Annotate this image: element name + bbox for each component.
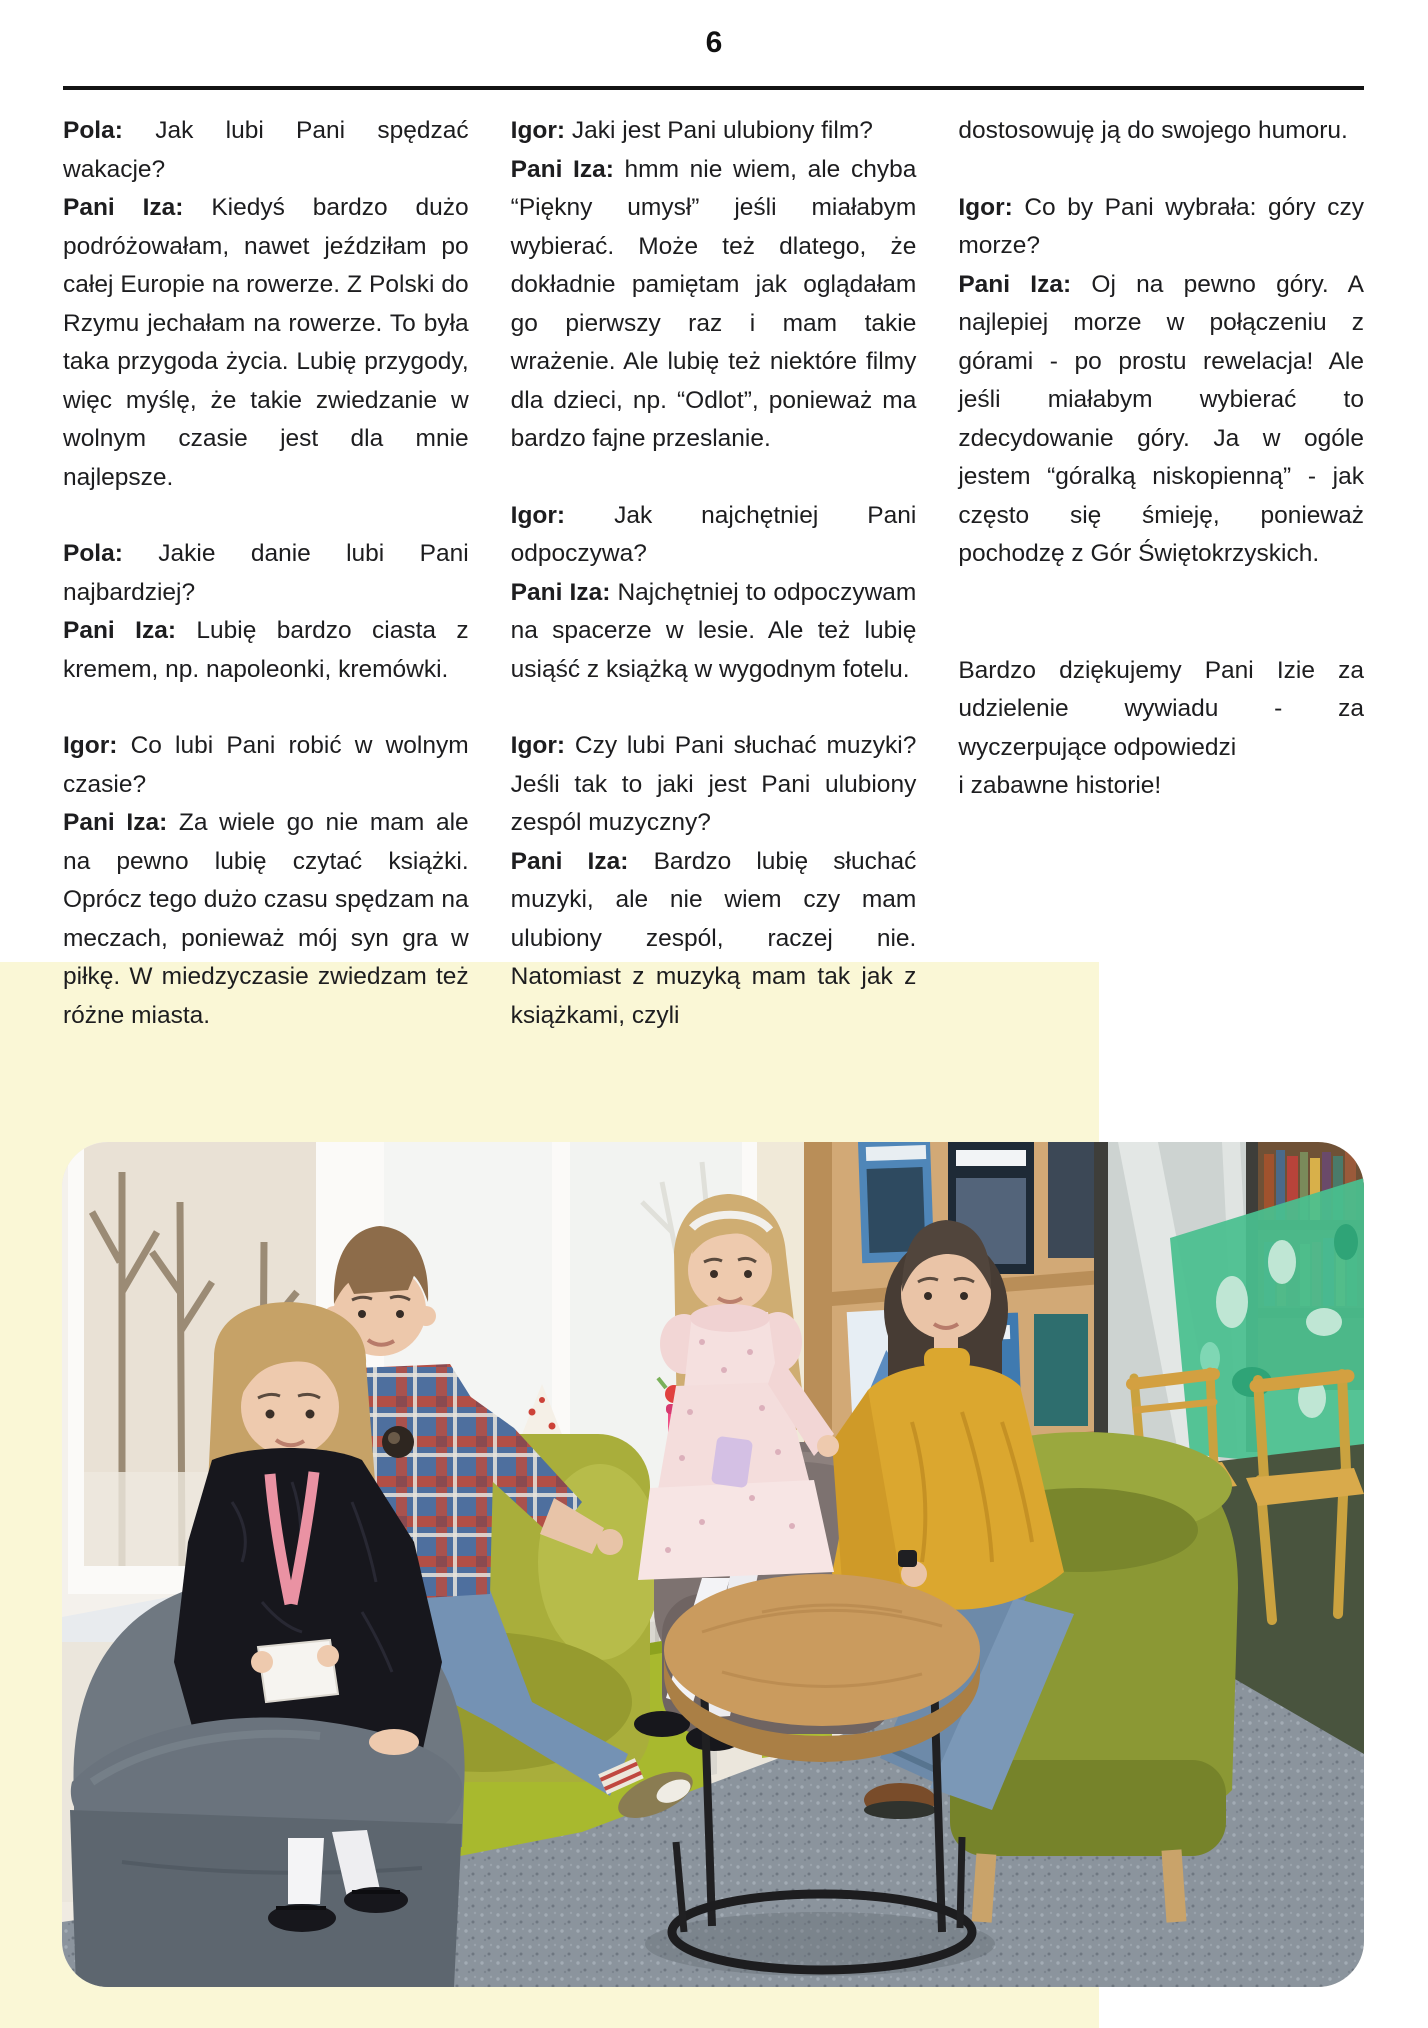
paragraph-spacer [63,497,469,535]
qa-text: Bardzo lubię słuchać muzyki, ale nie wiem czy mam ulubiony zespól, raczej nie. Natomiast z muzyką mam tak jak z książkami, czyli [510,847,917,1029]
qa-text: dostosowuję ją do swojego humoru. [958,117,1348,144]
speaker-name: Igor: [510,117,566,144]
qa-paragraph [63,804,469,1035]
speaker-name: Pani Iza: [510,155,614,183]
speaker-name: Pani Iza: [63,809,168,836]
speaker-name: Pani Iza: [63,617,176,644]
article-column-1 [63,112,469,1035]
boy-hand [597,1529,623,1555]
qa-text: Kiedyś bardzo dużo podróżowałam, nawet jeździłam po całej Europie na rowerze. Z Polski do Rzymu jechałam na rowerze. To była taka przygoda życia. Lubię przygody, więc myślę, że takie zwiedzanie w wolnym czasie jest dla mnie najlepsze. [63,194,469,491]
qa-text: Jak najchętniej Pani odpoczywa? [510,501,917,567]
qa-text: Co by Pani wybrała: góry czy morze? [958,193,1364,259]
qa-text: Najchętniej to odpoczywam na spacerze w lesie. Ale też lubię usiąść z książką w wygodnym fotelu. [510,578,917,683]
qa-paragraph [63,612,469,689]
qa-paragraph [511,843,917,1036]
qa-paragraph [63,727,469,804]
table-top [664,1574,980,1726]
smartwatch [898,1550,917,1567]
qa-paragraph [958,266,1364,574]
qa-paragraph [511,497,917,574]
paragraph-spacer [511,689,917,727]
speaker-name: Pola: [63,117,123,144]
qa-text: Jak lubi Pani spędzać wakacje? [63,117,469,183]
speaker-name: Igor: [958,193,1013,221]
qa-paragraph [63,535,469,612]
paragraph-spacer [958,574,1364,652]
speaker-name: Pani Iza: [958,270,1072,298]
girl1-hand [369,1729,419,1755]
article-column-2 [511,112,917,1035]
qa-text: Lubię bardzo ciasta z kremem, np. napoleonki, kremówki. [63,617,469,683]
armchair-left-front [70,1718,462,1987]
speaker-name: Igor: [63,732,118,759]
qa-paragraph [511,574,917,690]
qa-paragraph [958,189,1364,266]
qa-text: Czy lubi Pani słuchać muzyki? Jeśli tak to jaki jest Pani ulubiony zespól muzyczny? [510,732,917,836]
girl2-hand [817,1435,839,1457]
closing-paragraph [958,652,1364,768]
page-number: 6 [705,26,723,59]
qa-text: Jakie danie lubi Pani najbardziej? [63,540,469,606]
qa-text: Jaki jest Pani ulubiony film? [571,117,873,144]
qa-paragraph [511,112,917,151]
qa-text: hmm nie wiem, ale chyba “Piękny umysł” jeśli miałabym wybierać. Może też dlatego, że dokładnie pamiętam jak oglądałam go pierwszy raz i mam takie wrażenie. Ale lubię też niektóre filmy dla dzieci, np. “Odlot”, ponieważ ma bardzo fajne przeslanie. [510,155,917,452]
speaker-name: Pani Iza: [510,578,611,606]
qa-text: Oj na pewno góry. A najlepiej morze w połączeniu z górami - po prostu rewelacja! Ale jeśli miałabym wybierać to zdecydowanie góry. Ja w ogóle jestem “góralką niskopienną” - jak często się śmieję, ponieważ pochodzę z Gór Świętokrzyskich. [958,270,1364,567]
qa-paragraph [958,112,1364,151]
qa-paragraph [63,189,469,497]
speaker-name: Igor: [510,732,566,759]
header-rule [63,86,1364,90]
qa-text: i zabawne historie! [958,772,1162,799]
speaker-name: Pani Iza: [63,194,184,221]
qa-text: Za wiele go nie mam ale na pewno lubię czytać książki. Oprócz tego dużo czasu spędzam na meczach, ponieważ mój syn gra w piłkę. W miedzyczasie zwiedzam też różne miasta. [63,809,469,1029]
speaker-name: Pola: [63,540,123,567]
paragraph-spacer [511,459,917,497]
paragraph-spacer [63,689,469,727]
closing-paragraph [958,767,1364,806]
qa-paragraph [511,727,917,843]
girl2-shoe [634,1711,690,1737]
speaker-name: Igor: [510,501,566,529]
article-column-3 [958,112,1364,1035]
interview-photo [62,1142,1364,1987]
library-photo-illustration [62,1142,1364,1987]
qa-text: Co lubi Pani robić w wolnym czasie? [63,732,469,798]
article-columns [63,112,1364,1035]
qa-paragraph [511,151,917,459]
qa-paragraph [63,112,469,189]
speaker-name: Pani Iza: [510,847,629,875]
paragraph-spacer [958,151,1364,189]
lilac-badge [711,1436,753,1489]
qa-text: Bardzo dziękujemy Pani Izie za udzielenie wywiadu - za wyczerpujące odpowiedzi [958,656,1364,761]
